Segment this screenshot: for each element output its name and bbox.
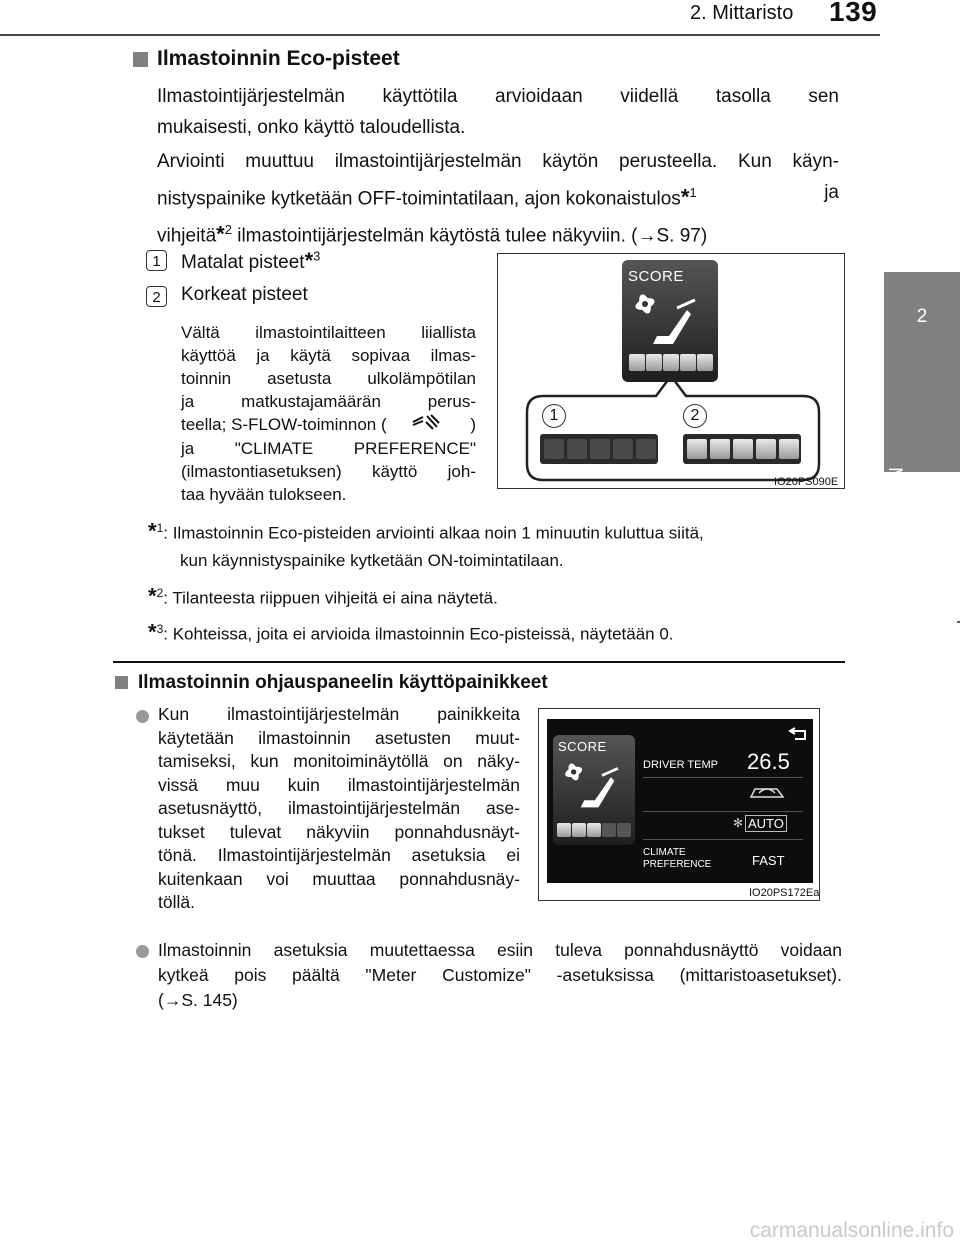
heading-square-icon [115, 676, 128, 689]
item-low-score: Matalat pisteet*$^3$ [181, 248, 321, 273]
climate-popup-figure [538, 708, 820, 901]
temp-value: 26.5 [747, 749, 790, 774]
item-high-score: Korkeat pisteet [181, 284, 308, 305]
callout-1-badge: 1 [146, 250, 167, 271]
chapter-title: 2. Mittaristo [690, 2, 794, 24]
section2-heading: Ilmastoinnin ohjauspaneelin käyttöpainikkeet [138, 672, 548, 693]
section1-paragraph2: Arviointi muuttuu ilmastointijärjestelmän käytön perusteella. Kun käyn- nistyspainike kytketään OFF-toimintatilaan, ajon kokonaistulos*$^1$ ja vihjeitä*$^2$ ilmastointijärjestelmän käytöstä tulee näkyviin. (→S. 97) [157, 151, 839, 247]
section2-bullet1: Kun ilmastointijärjestelmän painikkeita käytetään ilmastoinnin asetusten muut- tamiseksi, kun monitoiminäytöllä on näky- vissä muu kuin ilmastointijärjestelmän asetusnäyttö, ilmastointijärjestelmän ase- tukset tulevat näkyviin ponnahdusnäyt- tönä. Ilmastointijärjestelmän asetuksia ei kuitenkaan voi muuttaa ponnahdusnäy- töllä. [158, 704, 520, 912]
callout-2-circle: 2 [683, 404, 707, 428]
climate-preference-label: CLIMATE PREFERENCE [643, 847, 712, 870]
figure-code: IO20PS172Ea [749, 887, 820, 899]
popup-screen [547, 719, 813, 883]
section1-heading: Ilmastoinnin Eco-pisteet [157, 47, 400, 70]
chapter-tab-label: Mittaristo [884, 467, 905, 545]
eco-score-figure [497, 253, 845, 489]
watermark: carmanualsonline.info [749, 1219, 954, 1242]
score-segment [680, 354, 696, 371]
auto-label: AUTO [745, 815, 787, 832]
footnote-2: *$^2$: Tilanteesta riippuen vihjeitä ei aina näytetä. [148, 583, 498, 609]
item2-description: Vältä ilmastointilaitteen liiallista käyttöä ja käytä sopivaa ilmas- toinnin asetusta ulkolämpötilan ja matkustajamäärän perus- teella; S-FLOW-toiminnon ( ) ja "CLIMATE PREFERENCE" (ilmastontiasetuksen) käyttö joh- taa hyvään tulokseen. [181, 323, 476, 504]
figure-code: IO20PS090E [774, 476, 839, 488]
fan-icon: ✻ [733, 816, 744, 830]
section-divider [113, 661, 845, 663]
chapter-tab-number: 2 [916, 306, 928, 327]
fast-label: FAST [752, 853, 785, 868]
fan-seat-icon [633, 292, 703, 355]
score-label: SCORE [558, 739, 607, 754]
score-segment [697, 354, 713, 371]
arrow-icon: → [637, 225, 657, 247]
high-score-bar [683, 434, 801, 464]
back-icon [787, 727, 809, 748]
score-title: SCORE [628, 268, 684, 285]
footnote-3: *$^3$: Kohteissa, joita ei arvioida ilmastoinnin Eco-pisteissä, näytetään 0. [148, 619, 674, 645]
arrow-icon: → [163, 990, 182, 1010]
header-rule [0, 34, 880, 36]
score-segment [629, 354, 645, 371]
heading-square-icon [133, 52, 148, 67]
section1-paragraph1: Ilmastointijärjestelmän käyttötila arvioidaan viidellä tasolla sen mukaisesti, onko käyttö taloudellista. [157, 86, 839, 138]
page-number: 139 [829, 0, 878, 27]
bullet-icon [136, 945, 149, 958]
s-flow-icon [411, 413, 445, 437]
footnote-1: *$^1$: Ilmastoinnin Eco-pisteiden arviointi alkaa noin 1 minuutin kuluttua siitä, kun käynnistyspainike kytketään ON-toimintatilaan. [148, 518, 704, 570]
section2-bullet2: Ilmastoinnin asetuksia muutettaessa esiin tuleva ponnahdusnäyttö voidaan kytkeä pois päältä "Meter Customize" -asetuksissa (mittaristoasetukset). (→S. 145) [158, 940, 842, 1010]
callout-1-circle: 1 [542, 404, 566, 428]
callout-2-badge: 2 [146, 286, 167, 307]
low-score-bar [540, 434, 658, 464]
fan-seat-icon [563, 761, 625, 818]
driver-temp-label: DRIVER TEMP [643, 759, 718, 771]
score-segment [663, 354, 679, 371]
callout-bubble [523, 374, 823, 482]
bullet-icon [136, 710, 149, 723]
car-recirculation-icon [747, 783, 787, 808]
score-segment [646, 354, 662, 371]
